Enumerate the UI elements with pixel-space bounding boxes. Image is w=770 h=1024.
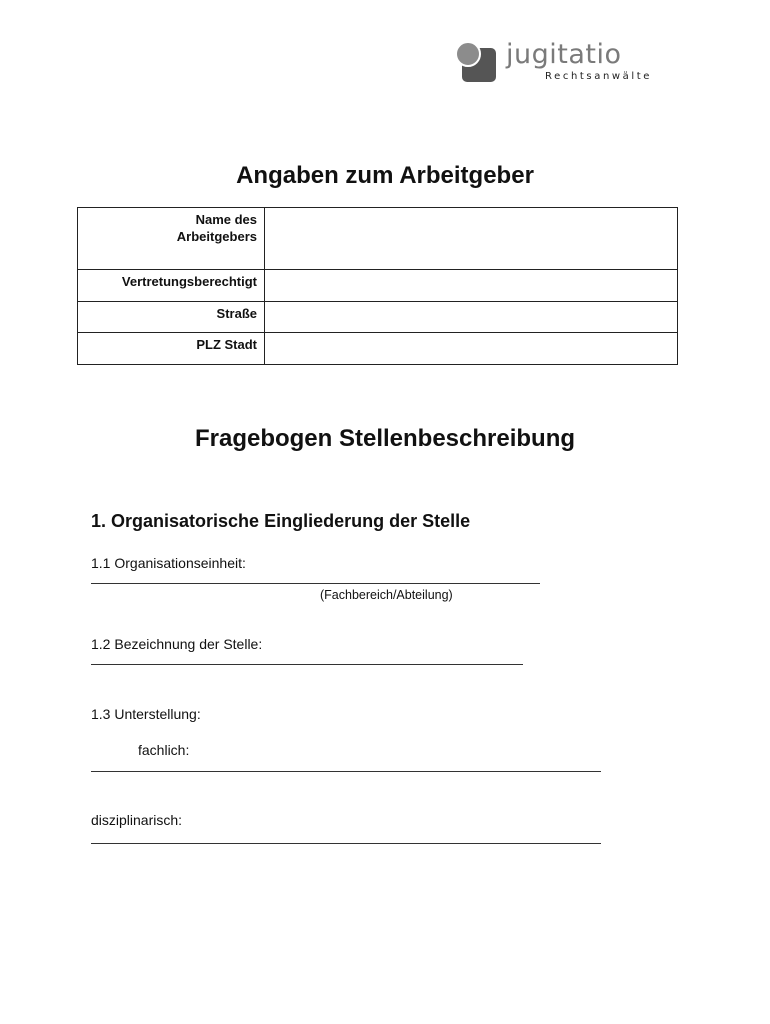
street-field[interactable] bbox=[265, 302, 678, 333]
employer-name-label bbox=[78, 208, 265, 270]
row-label: Name des Arbeitgebers bbox=[176, 212, 257, 244]
q13-fachlich-label: fachlich: bbox=[138, 742, 190, 758]
company-logo bbox=[456, 39, 656, 90]
q13-fachlich-answer-line[interactable] bbox=[91, 771, 601, 772]
table-row bbox=[78, 302, 678, 333]
employer-title: Angaben zum Arbeitgeber bbox=[236, 162, 534, 189]
logo-mark-icon bbox=[456, 42, 496, 82]
q13-disziplinarisch-label: disziplinarisch: bbox=[91, 812, 183, 828]
q13-label: 1.3 Unterstellung: bbox=[91, 706, 201, 722]
logo-subtitle: Rechtsanwälte bbox=[545, 71, 653, 82]
table-row bbox=[78, 333, 678, 365]
table-row bbox=[78, 270, 678, 302]
zip-city-field[interactable] bbox=[265, 333, 678, 365]
table-row bbox=[78, 208, 678, 270]
q12-answer-line[interactable] bbox=[91, 664, 523, 665]
q11-answer-line[interactable] bbox=[91, 583, 540, 584]
questionnaire-title: Fragebogen Stellenbeschreibung bbox=[194, 425, 576, 452]
q11-hint: (Fachbereich/Abteilung) bbox=[320, 588, 453, 602]
employer-name-field[interactable] bbox=[265, 208, 678, 270]
zip-city-label: PLZ Stadt bbox=[78, 333, 265, 365]
section1-heading: 1. Organisatorische Eingliederung der Stelle bbox=[91, 511, 471, 531]
representative-label: Vertretungsberechtigt bbox=[78, 270, 265, 302]
street-label: Straße bbox=[78, 302, 265, 333]
logo-name: jugitatio bbox=[506, 39, 622, 70]
q12-label: 1.2 Bezeichnung der Stelle: bbox=[91, 636, 263, 652]
q13-disziplinarisch-answer-line[interactable] bbox=[91, 843, 601, 844]
employer-table bbox=[77, 207, 678, 365]
q11-label: 1.1 Organisationseinheit: bbox=[91, 555, 246, 571]
representative-field[interactable] bbox=[265, 270, 678, 302]
